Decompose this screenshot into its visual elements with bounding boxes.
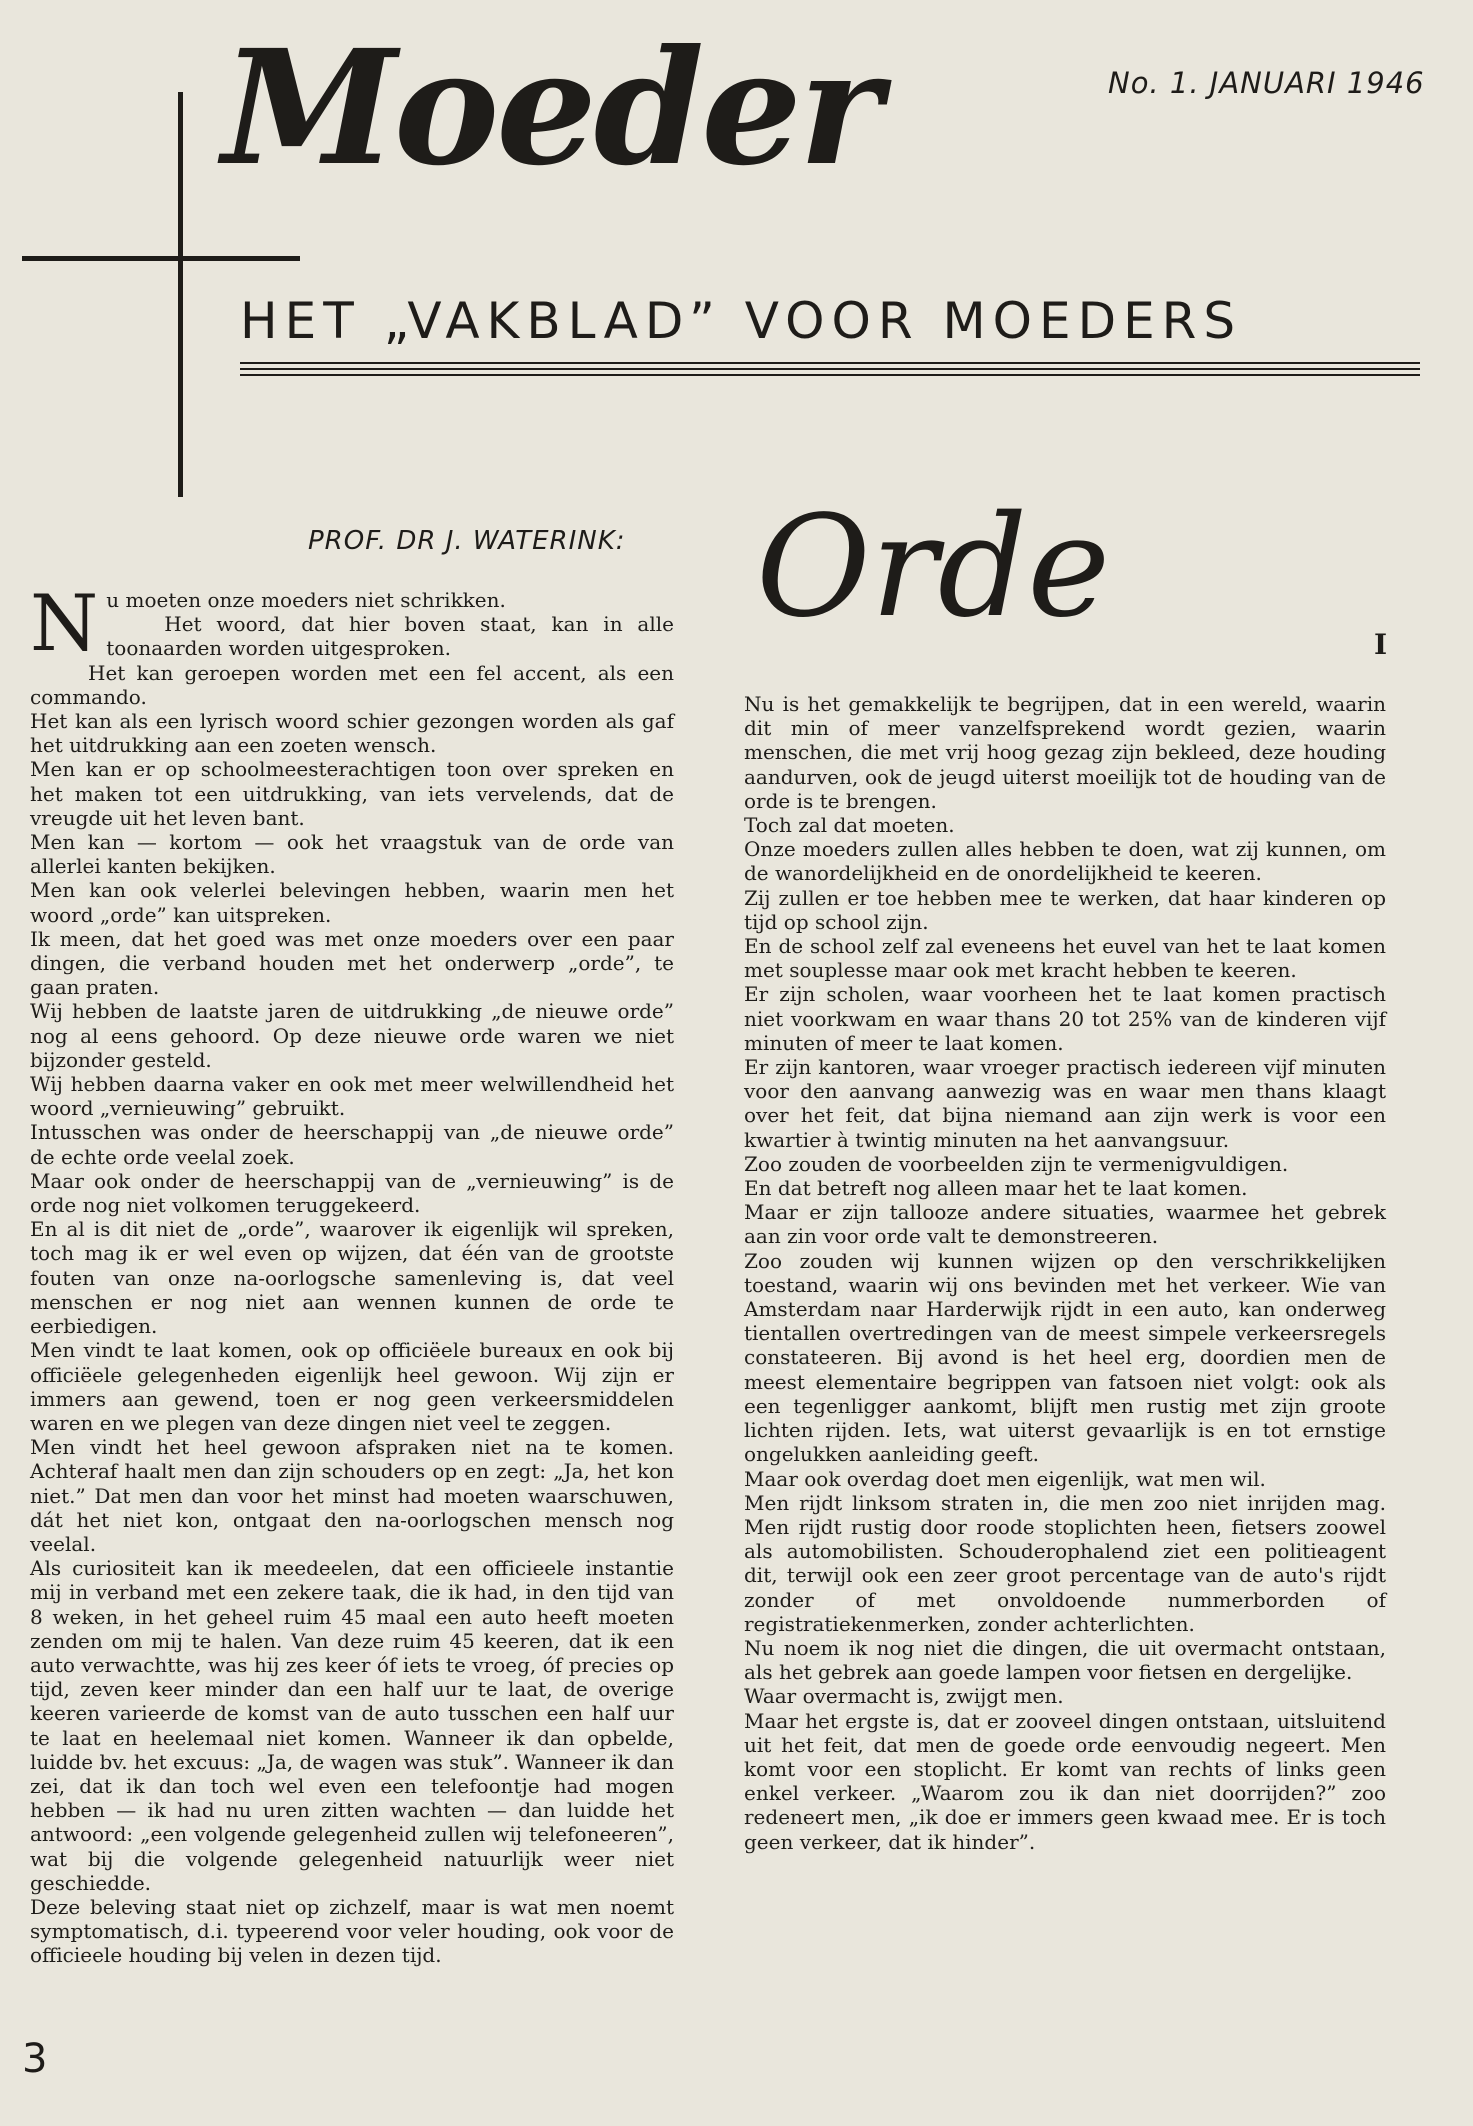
article-paragraph: Waar overmacht is, zwijgt men. (744, 1684, 1064, 1709)
article-paragraph: Nu is het gemakkelijk te begrijpen, dat in een wereld, waarin dit min of meer vanzelfsprekend wordt gezien, waarin menschen, die met vrij hoog gezag zijn bekleed, deze houding aandurven, ook de jeugd uiterst moeilijk tot de houding van de orde is te brengen. (744, 692, 1386, 813)
article-paragraph: Maar er zijn tallooze andere situaties, waarmee het gebrek aan zin voor orde valt te demonstreeren. (744, 1200, 1386, 1249)
article-paragraph: Toch zal dat moeten. (744, 813, 955, 838)
article-title: Orde (756, 486, 1111, 649)
article-paragraph: Wij hebben de laatste jaren de uitdrukking „de nieuwe orde” nog al eens gehoord. Op deze nieuwe orde waren we niet bijzonder gesteld. (30, 999, 674, 1072)
article-paragraph: Zoo zouden de voorbeelden zijn te vermenigvuldigen. (744, 1151, 1289, 1176)
article-paragraph: Intusschen was onder de heerschappij van „de nieuwe orde” de echte orde veelal zoek. (30, 1120, 674, 1169)
rule-line (240, 368, 1420, 370)
article-paragraph: Er zijn kantoren, waar vroeger practisch iedereen vijf minuten voor den aanvang aanwezig was en waar men thans klaagt over het feit, dat bijna niemand aan zijn werk is voor een kwartier à twintig minuten na het aanvangsuur. (744, 1055, 1386, 1152)
issue-info: No. 1. JANUARI 1946 (1108, 66, 1425, 100)
article-part-number: I (1374, 628, 1388, 661)
drop-cap: N (30, 579, 99, 669)
article-column-left (30, 579, 674, 1968)
article-column-right (744, 692, 1386, 1854)
article-paragraph: Als curiositeit kan ik meedeelen, dat een officieele instantie mij in verband met een zekere taak, die ik had, in den tijd van 8 weken, in het geheel ruim 45 maal een auto heeft moeten zenden om mij te halen. Van deze ruim 45 keeren, dat ik een auto verwachtte, was hij zes keer óf iets te vroeg, óf precies op tijd, zeven keer minder dan een half uur te laat, de overige keeren varieerde de komst van de auto tusschen een half uur te laat en heelemaal niet komen. Wanneer ik dan opbelde, luidde bv. het excuus: „Ja, de wagen was stuk”. Wanneer ik dan zei, dat ik dan toch wel even een telefoontje had mogen hebben — ik had nu uren zitten wachten — dan luidde het antwoord: „een volgende gelegenheid zullen wij telefoneeren”, wat bij die volgende gelegenheid natuurlijk weer niet geschiedde. (30, 1556, 674, 1895)
article-paragraph: Deze beleving staat niet op zichzelf, maar is wat men noemt symptomatisch, d.i. typeerend voor veler houding, ook voor de officieele houding bij velen in dezen tijd. (30, 1894, 674, 1968)
article-paragraph: Men vindt te laat komen, ook op officiëele bureaux en ook bij officiëele gelegenheden eigenlijk heel gewoon. Wij zijn er immers aan gewend, toen er nog geen verkeersmiddelen waren en we plegen van deze dingen niet veel te zeggen. (30, 1338, 674, 1435)
article-author: PROF. DR J. WATERINK: (308, 526, 626, 556)
article-paragraph: Het kan geroepen worden met een fel accent, als een commando. (30, 660, 674, 709)
article-paragraph: En al is dit niet de „orde”, waarover ik eigenlijk wil spreken, toch mag ik er wel even op wijzen, dat één van de grootste fouten van onze na-oorlogsche samenleving is, dat veel menschen er nog niet aan wennen kunnen de orde te eerbiedigen. (30, 1217, 674, 1339)
article-paragraph: Men kan ook velerlei belevingen hebben, waarin men het woord „orde” kan uitspreken. (30, 878, 674, 927)
article-paragraph: Maar ook onder de heerschappij van de „vernieuwing” is de orde nog niet volkomen teruggekeerd. (30, 1168, 674, 1218)
article-paragraph: Men kan er op schoolmeesterachtigen toon over spreken en het maken tot een uitdrukking, van iets vervelends, dat de vreugde uit het leven bant. (30, 757, 674, 830)
article-paragraph: En dat betreft nog alleen maar het te laat komen. (744, 1176, 1248, 1201)
masthead-rules (240, 362, 1420, 380)
article-paragraph: Men kan — kortom — ook het vraagstuk van de orde van allerlei kanten bekijken. (30, 830, 674, 879)
article-paragraph: Maar het ergste is, dat er zooveel dingen ontstaan, uitsluitend uit het feit, dat men de goede orde eenvoudig negeert. Men komt voor een stoplicht. Er komt van rechts of links geen enkel verkeer. „Waarom zou ik dan niet doorrijden?” zoo redeneert men, „ik doe er immers geen kwaad mee. Er is toch geen verkeer, dat ik hinder”. (744, 1708, 1386, 1854)
masthead-tagline: HET „VAKBLAD” VOOR MOEDERS (240, 292, 1243, 350)
masthead-logo: Moeder (222, 16, 880, 201)
article-paragraph: Men vindt het heel gewoon afspraken niet na te komen. Achteraf haalt men dan zijn schouders op en zegt: „Ja, het kon niet.” Dat men dan voor het minst had moeten waarschuwen, dát het niet kon, ontgaat den na-oorlogschen mensch nog veelal. (30, 1435, 674, 1556)
article-paragraph: Ik meen, dat het goed was met onze moeders over een paar dingen, die verband houden met het onderwerp „orde”, te gaan praten. (30, 926, 674, 1000)
article-paragraph: Men rijdt linksom straten in, die men zoo niet inrijden mag. Men rijdt rustig door roode stoplichten heen, fietsers zoowel als automobilisten. Schouderophalend ziet een politieagent dit, terwijl ook een zeer groot percentage van de auto's rijdt zonder of met onvoldoende nummerborden of registratiekenmerken, zonder achterlichten. (744, 1490, 1386, 1636)
article-paragraph: Het kan als een lyrisch woord schier gezongen worden als gaf het uitdrukking aan een zoeten wensch. (30, 709, 674, 758)
article-paragraph: u moeten onze moeders niet schrikken. (106, 588, 506, 612)
article-paragraph: Zoo zouden wij kunnen wijzen op den verschrikkelijken toestand, waarin wij ons bevinden met het verkeer. Wie van Amsterdam naar Harderwijk rijdt in een auto, kan onderweg tientallen overtredingen van de meest simpele verkeersregels constateeren. Bij avond is het heel erg, doordien men de meest elementaire begrippen van fatsoen niet volgt: ook als een tegenligger aankomt, blijft men rustig met zijn groote lichten rijden. Iets, wat uiterst gevaarlijk is en tot ernstige ongelukken aanleiding geeft. (744, 1248, 1386, 1467)
rule-line (240, 362, 1420, 364)
article-paragraph: En de school zelf zal eveneens het euvel van het te laat komen met souplesse maar ook met kracht hebben te keeren. (744, 934, 1386, 983)
article-paragraph: Het woord, dat hier boven staat, kan in alle toonaarden worden uitgesproken. (106, 612, 674, 661)
article-paragraph: Maar ook overdag doet men eigenlijk, wat men wil. (744, 1466, 1266, 1491)
article-paragraph: Er zijn scholen, waar voorheen het te laat komen practisch niet voorkwam en waar thans 20 tot 25% van de kinderen vijf minuten of meer te laat komen. (744, 982, 1386, 1055)
article-paragraph: Onze moeders zullen alles hebben te doen, wat zij kunnen, om de wanordelijkheid en de onordelijkheid te keeren. (744, 837, 1386, 886)
rule-line (240, 374, 1420, 376)
article-paragraph: Wij hebben daarna vaker en ook met meer welwillendheid het woord „vernieuwing” gebruikt. (30, 1072, 674, 1121)
article-paragraph: Nu noem ik nog niet die dingen, die uit overmacht ontstaan, als het gebrek aan goede lampen voor fietsen en dergelijke. (744, 1635, 1386, 1685)
cross-vertical-bar (178, 92, 183, 497)
page-number: 3 (22, 2036, 48, 2082)
cross-horizontal-bar (22, 256, 300, 261)
article-paragraph: Zij zullen er toe hebben mee te werken, dat haar kinderen op tijd op school zijn. (744, 885, 1386, 934)
